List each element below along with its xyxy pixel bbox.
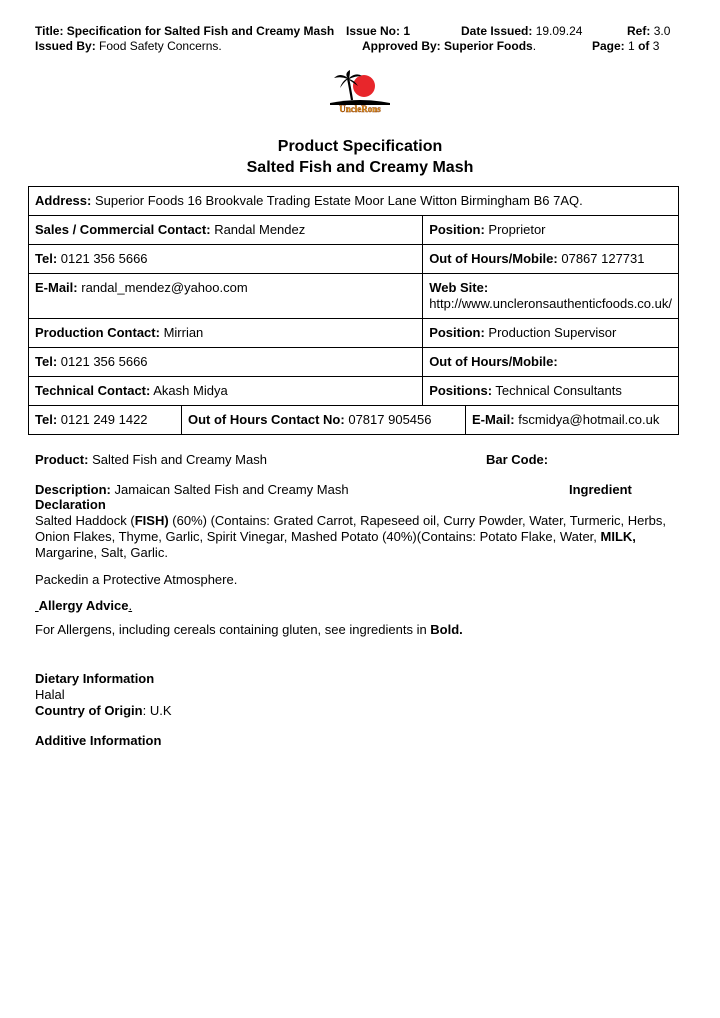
website-cell: Web Site: http://www.uncleronsauthenticfoods.co.uk/	[423, 274, 679, 319]
website-link[interactable]: http://www.uncleronsauthenticfoods.co.uk/	[429, 296, 672, 311]
production-contact-cell: Production Contact: Mirrian	[29, 319, 423, 348]
header-title: Title: Specification for Salted Fish and Creamy Mash	[35, 24, 335, 38]
ingredients-list: Salted Haddock (FISH) (60%) (Contains: Grated Carrot, Rapeseed oil, Curry Powder, Water, Turmeric, Herbs, Onion Flakes, Thyme, Garlic, Spirit Vinegar, Mashed Potato (40%)(Contains: Potato Flake, Water, MILK, Margarine, Salt, Garlic.	[35, 513, 666, 560]
title-line-2: Salted Fish and Creamy Mash	[246, 159, 474, 176]
table-row	[29, 348, 679, 377]
out-of-hours-cell: Out of Hours/Mobile:	[423, 348, 679, 377]
table-row	[29, 406, 679, 435]
declaration-heading: Declaration	[35, 497, 106, 512]
table-row	[29, 377, 679, 406]
palm-tree-sunset-logo-icon	[328, 70, 392, 114]
header-page: Page: 1 of 3	[592, 39, 660, 53]
additive-heading: Additive Information	[35, 733, 162, 748]
tel-cell: Tel: 0121 249 1422	[29, 406, 182, 435]
country-of-origin: Country of Origin: U.K	[35, 703, 172, 718]
contact-table	[28, 186, 679, 435]
technical-contact-cell: Technical Contact: Akash Midya	[29, 377, 423, 406]
description-line: Description: Jamaican Salted Fish and Creamy Mash	[35, 482, 349, 497]
table-row	[29, 245, 679, 274]
logo-text: UncleRons	[339, 104, 381, 114]
header-approved: Approved By: Superior Foods.	[362, 39, 537, 53]
product-line: Product: Salted Fish and Creamy Mash	[35, 452, 267, 467]
out-of-hours-cell: Out of Hours/Mobile: 07867 127731	[423, 245, 679, 274]
position-cell: Position: Production Supervisor	[423, 319, 679, 348]
allergy-heading: Allergy Advice.	[38, 598, 133, 613]
company-logo	[328, 70, 392, 114]
packed-note: Packedin a Protective Atmosphere.	[35, 572, 238, 587]
ingredient-heading: Ingredient	[569, 482, 632, 497]
email-cell: E-Mail: fscmidya@hotmail.co.uk	[466, 406, 679, 435]
header-date: Date Issued: 19.09.24	[461, 24, 583, 38]
table-row	[29, 187, 679, 216]
email-cell: E-Mail: randal_mendez@yahoo.com	[29, 274, 423, 319]
title-line-1: Product Specification	[277, 138, 443, 155]
header-issue: Issue No: 1	[346, 24, 411, 38]
tel-cell: Tel: 0121 356 5666	[29, 245, 423, 274]
allergy-text: For Allergens, including cereals containing gluten, see ingredients in Bold.	[35, 622, 463, 637]
out-of-hours-contact-cell: Out of Hours Contact No: 07817 905456	[182, 406, 466, 435]
address-cell: Address: Superior Foods 16 Brookvale Trading Estate Moor Lane Witton Birmingham B6 7AQ.	[29, 187, 679, 216]
table-row	[29, 216, 679, 245]
positions-cell: Positions: Technical Consultants	[423, 377, 679, 406]
dietary-heading: Dietary Information	[35, 671, 155, 686]
dietary-value: Halal	[35, 687, 65, 702]
header-issued-by: Issued By: Food Safety Concerns.	[35, 39, 222, 53]
tel-cell: Tel: 0121 356 5666	[29, 348, 423, 377]
table-row	[29, 319, 679, 348]
barcode-label: Bar Code:	[486, 452, 549, 467]
header-ref: Ref: 3.0	[627, 24, 671, 38]
table-row	[29, 274, 679, 319]
page-title	[0, 136, 720, 178]
position-cell: Position: Proprietor	[423, 216, 679, 245]
sales-contact-cell: Sales / Commercial Contact: Randal Mendez	[29, 216, 423, 245]
